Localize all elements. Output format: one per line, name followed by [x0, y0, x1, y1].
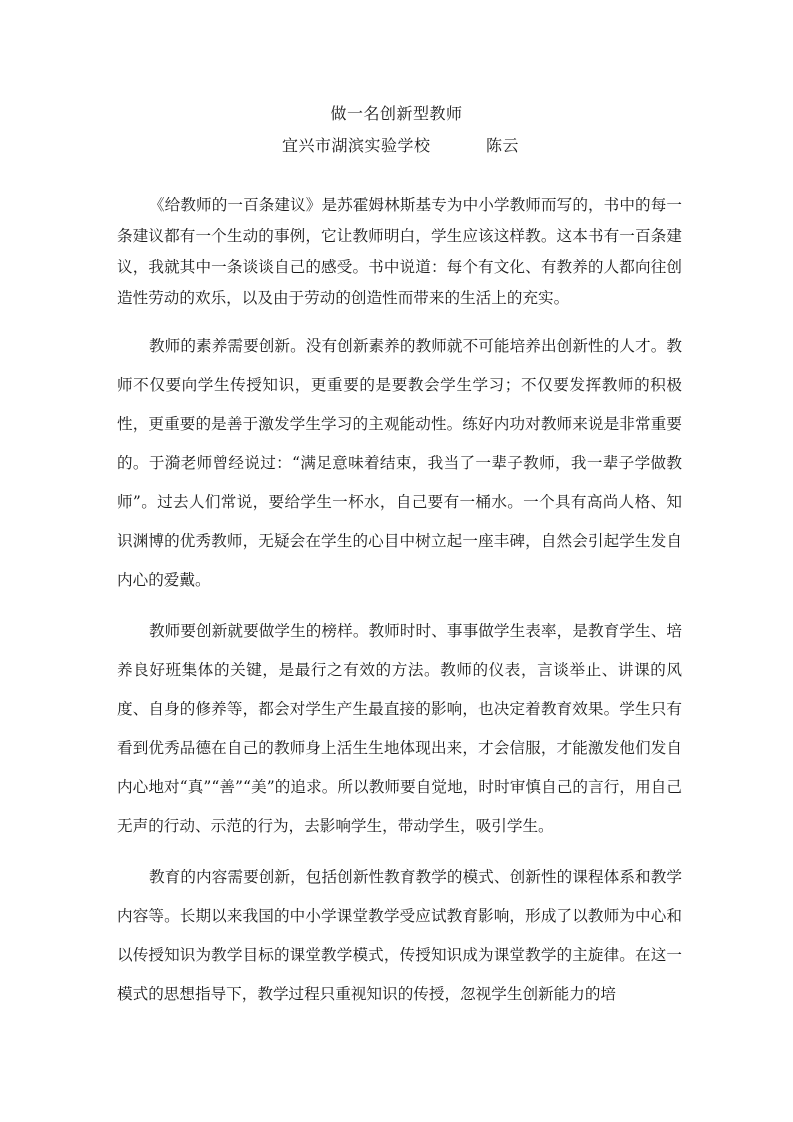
- document-body: [117, 190, 682, 1014]
- paragraph: 教师的素养需要创新。没有创新素养的教师就不可能培养出创新性的人才。教师不仅要向学生传授知识，更重要的是要教会学生学习；不仅要发挥教师的积极性，更重要的是善于激发学生学习的主观能动性。练好内功对教师来说是非常重要的。于漪老师曾经说过：“满足意味着结束，我当了一辈子教师，我一辈子学做教师”。过去人们常说，要给学生一杯水，自己要有一桶水。一个具有高尚人格、知识渊博的优秀教师，无疑会在学生的心目中树立起一座丰碑，自然会引起学生发自内心的爱戴。: [117, 337, 682, 589]
- document-title: 做一名创新型教师: [330, 104, 463, 123]
- author-name: 陈云: [486, 136, 520, 155]
- paragraph: 《给教师的一百条建议》是苏霍姆林斯基专为中小学教师而写的，书中的每一条建议都有一个生动的事例，它让教师明白，学生应该这样教。这本书有一百条建议，我就其中一条谈谈自己的感受。书中说道：每个有文化、有教养的人都向往创造性劳动的欢乐，以及由于劳动的创造性而带来的生活上的充实。: [117, 196, 682, 307]
- paragraph: 教师要创新就要做学生的榜样。教师时时、事事做学生表率，是教育学生、培养良好班集体的关键，是最行之有效的方法。教师的仪表，言谈举止、讲课的风度、自身的修养等，都会对学生产生最直接的影响，也决定着教育效果。学生只有看到优秀品德在自己的教师身上活生生地体现出来，才会信服，才能激发他们发自内心地对“真”“善”“美”的追求。所以教师要自觉地，时时审慎自己的言行，用自己无声的行动、示范的行为，去影响学生，带动学生，吸引学生。: [117, 622, 682, 835]
- paragraph: 教育的内容需要创新，包括创新性教育教学的模式、创新性的课程体系和教学内容等。长期以来我国的中小学课堂教学受应试教育影响，形成了以教师为中心和以传授知识为教学目标的课堂教学模式，传授知识成为课堂教学的主旋律。在这一模式的思想指导下，教学过程只重视知识的传授，忽视学生创新能力的培: [117, 868, 682, 1003]
- school-name: 宜兴市湖滨实验学校: [282, 136, 431, 155]
